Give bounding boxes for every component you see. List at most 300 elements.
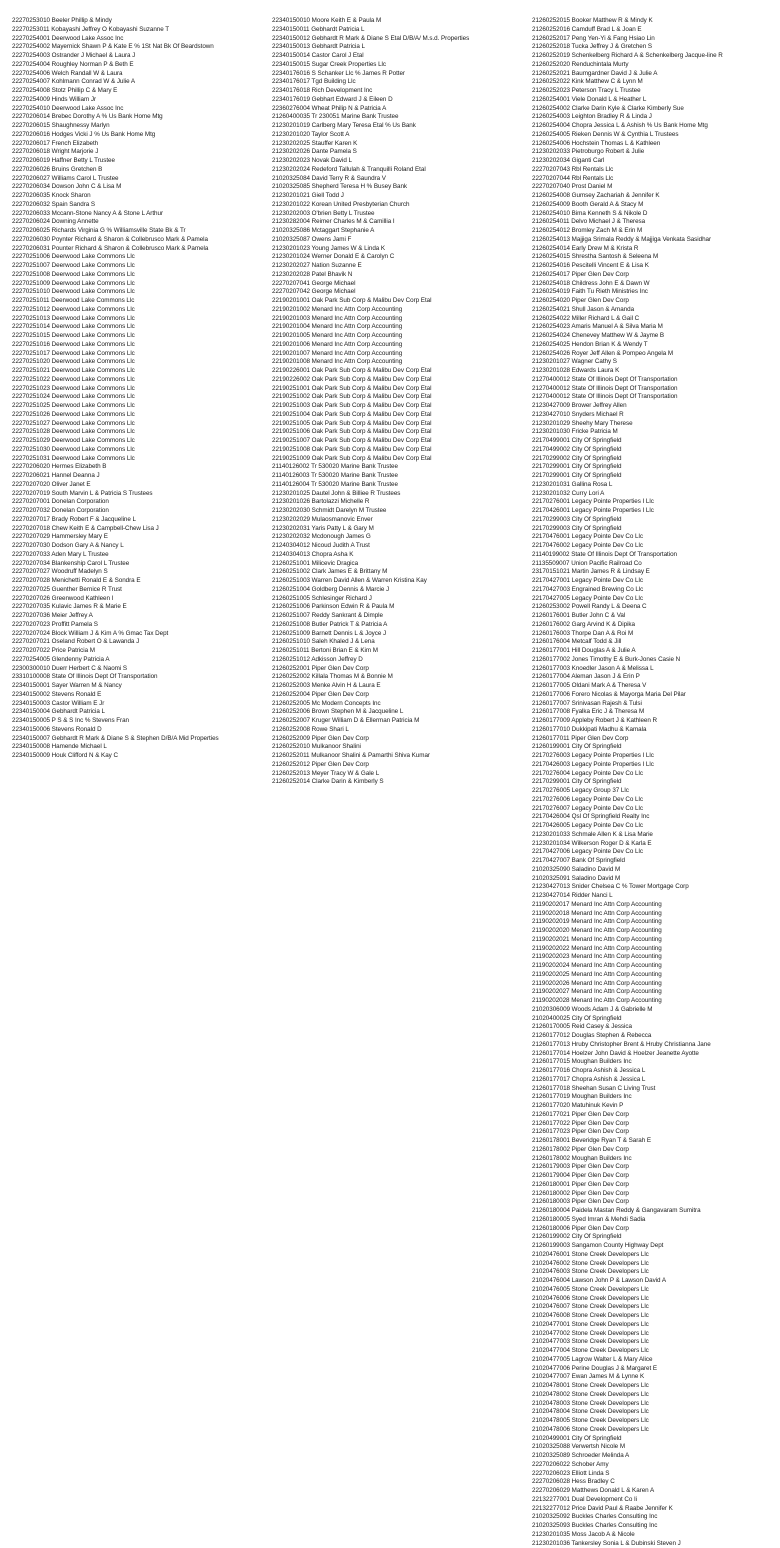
property-record: 21260178001 Beveridge Ryan T & Sarah E <box>532 1137 770 1146</box>
property-record: 22270251020 Deerwood Lake Commons Llc <box>12 358 264 367</box>
property-record: 22340150005 P S & S Inc % Stevens Fran <box>12 717 264 726</box>
property-record: 21260176002 Garg Arvind K & Dipika <box>532 621 770 630</box>
property-record: 22270253010 Beeler Phillip & Mindy <box>12 17 264 26</box>
property-record: 21260254024 Chenevey Matthew W & Jayme B <box>532 332 770 341</box>
property-record: 21230201019 Carlberg Mary Teresa Etal % Us Bank <box>272 122 520 131</box>
property-record: 21020325091 Saladino David M <box>532 875 770 884</box>
property-record: 21230201023 Young James W & Linda K <box>272 245 520 254</box>
property-record: 21260251008 Butler Patrick T & Patricia A <box>272 621 520 630</box>
property-record: 21260177020 Matuhinuk Kevin P <box>532 1102 770 1111</box>
property-record: 21020478005 Stone Creek Developers Llc <box>532 1417 770 1426</box>
property-record: 21260252001 Piper Glen Dev Corp <box>272 665 520 674</box>
property-record: 22270206028 Hess Bradley C <box>532 1478 770 1487</box>
property-record: 22270207023 Proffitt Pamela S <box>12 621 264 630</box>
property-record: 22270254010 Deerwood Lake Assoc Inc <box>12 105 264 114</box>
property-record: 21260254008 Gumsey Zachariah & Jennifer K <box>532 192 770 201</box>
property-record: 21230201025 Dautel John & Billiee R Trustees <box>272 490 520 499</box>
property-record: 21260251010 Saleh Khaled J & Lena <box>272 638 520 647</box>
property-record: 22190251003 Oak Park Sub Corp & Malibu Dev Corp Etal <box>272 402 520 411</box>
property-record: 21260252018 Tucka Jeffrey J & Gretchen S <box>532 43 770 52</box>
property-record: 22270251024 Deerwood Lake Commons Llc <box>12 393 264 402</box>
property-record: 21240304013 Chopra Asha K <box>272 551 520 560</box>
property-record: 21230202026 Dante Pamela S <box>272 148 520 157</box>
property-record: 21260251001 Milicevic Dragica <box>272 560 520 569</box>
property-record: 22340176017 Tgd Building Llc <box>272 78 520 87</box>
property-record: 21020477005 Lagrow Walter L & Mary Alice <box>532 1356 770 1365</box>
property-record: 21260254018 Childress John E & Dawn W <box>532 280 770 289</box>
property-record: 23310100008 State Of Illinois Dept Of Transportation <box>12 673 264 682</box>
property-record: 21230427009 Brower Jeffrey Allen <box>532 402 770 411</box>
property-record: 21260177008 Fyalka Eric J & Theresa M <box>532 708 770 717</box>
property-record: 22170427005 Legacy Pointe Dev Co Llc <box>532 595 770 604</box>
property-record: 21260251011 Bertoni Brian E & Kim M <box>272 647 520 656</box>
property-record: 22270206030 Poynter Richard & Sharon & Collebrusco Mark & Pamela <box>12 236 264 245</box>
property-record: 21020477004 Stone Creek Developers Llc <box>532 1347 770 1356</box>
property-record: 22190201001 Oak Park Sub Corp & Malibu Dev Corp Etal <box>272 297 520 306</box>
property-record: 22170276006 Legacy Pointe Dev Co Llc <box>532 796 770 805</box>
property-record: 22270251028 Deerwood Lake Commons Llc <box>12 428 264 437</box>
property-record: 22270207028 Menichetti Ronald E & Sondra E <box>12 577 264 586</box>
property-record: 22270251006 Deerwood Lake Commons Llc <box>12 253 264 262</box>
property-record: 21260176001 Butler John C & Val <box>532 612 770 621</box>
property-record: 21260254025 Hendon Brian K & Wendy T <box>532 341 770 350</box>
property-record: 21260252019 Schenkelberg Richard A & Schenkelberg Jacque-line R <box>532 52 770 61</box>
property-record: 22270207041 George Michael <box>272 280 520 289</box>
property-record: 22270251021 Deerwood Lake Commons Llc <box>12 367 264 376</box>
property-record: 21020325089 Schroeder Melinda A <box>532 1452 770 1461</box>
property-record: 22170276005 Legacy Group 37 Llc <box>532 787 770 796</box>
property-record: 22170299002 City Of Springfield <box>532 455 770 464</box>
property-record: 21260252015 Booker Matthew R & Mindy K <box>532 17 770 26</box>
property-record: 21260177021 Piper Glen Dev Corp <box>532 1111 770 1120</box>
property-record: 22170427006 Legacy Pointe Dev Co Llc <box>532 848 770 857</box>
property-record: 21020477006 Perine Douglas J & Margaret E <box>532 1365 770 1374</box>
property-record: 21190202025 Menard Inc Attn Corp Accounting <box>532 971 770 980</box>
property-record: 21190202026 Menard Inc Attn Corp Accounting <box>532 980 770 989</box>
property-record: 22270206014 Brebec Dorothy A % Us Bank Home Mtg <box>12 113 264 122</box>
property-record: 21260254006 Hochstein Thomas L & Kathleen <box>532 140 770 149</box>
property-record: 22270251031 Deerwood Lake Commons Llc <box>12 455 264 464</box>
property-record: 22190201002 Menard Inc Attn Corp Accounting <box>272 306 520 315</box>
property-record: 21260252008 Rowe Shari L <box>272 726 520 735</box>
property-record: 21230202033 Pietroburgo Robert & Julie <box>532 148 770 157</box>
property-record: 22170427003 Engrained Brewing Co Llc <box>532 586 770 595</box>
property-record: 22190201007 Menard Inc Attn Corp Accounting <box>272 350 520 359</box>
property-record: 21260252012 Piper Glen Dev Corp <box>272 761 520 770</box>
property-record: 21230201020 Taylor Scott A <box>272 131 520 140</box>
property-record: 21140126003 Tr 530020 Marine Bank Trustee <box>272 472 520 481</box>
property-record: 21230201036 Tankersley Sonia L & Dubinski Steven J <box>532 1540 770 1548</box>
property-record: 21190202018 Menard Inc Attn Corp Accounting <box>532 910 770 919</box>
property-record: 21260254012 Bromley Zach M & Erin M <box>532 227 770 236</box>
property-record: 21020325088 Verwertsh Nicole M <box>532 1443 770 1452</box>
property-record: 21260177007 Srinivasan Rajesh & Tulsi <box>532 700 770 709</box>
property-record: 21135509007 Union Pacific Railroad Co <box>532 560 770 569</box>
property-record: 21230201031 Gallina Rosa L <box>532 481 770 490</box>
property-record: 22170427001 Legacy Pointe Dev Co Llc <box>532 577 770 586</box>
property-record: 21190202027 Menard Inc Attn Corp Accounting <box>532 988 770 997</box>
property-record: 22340150012 Gebhardt R Mark & Diane S Etal D/B/A/ M.s.d. Properties <box>272 35 520 44</box>
property-record: 21260199002 City Of Springfield <box>532 1233 770 1242</box>
property-record: 21230202027 Nation Suzanne E <box>272 262 520 271</box>
property-record: 22270206035 Knock Sharon <box>12 192 264 201</box>
property-record: 21230201032 Curry Lori A <box>532 490 770 499</box>
property-record: 21230427010 Snyders Michael R <box>532 411 770 420</box>
property-record: 22190251004 Oak Park Sub Corp & Malibu Dev Corp Etal <box>272 411 520 420</box>
property-record: 21260252023 Peterson Tracy L Trustee <box>532 87 770 96</box>
property-record: 21260254013 Majjiga Srimala Reddy & Majjiga Venkata Sasidhar <box>532 236 770 245</box>
property-record: 22270206025 Richards Virginia G % Williamsville State Bk & Tr <box>12 227 264 236</box>
property-record: 21260177009 Appleby Robert J & Kathleen R <box>532 717 770 726</box>
property-record: 21260177019 Moughan Builders Inc <box>532 1093 770 1102</box>
property-record: 22270207020 Oliver Janet E <box>12 481 264 490</box>
property-record: 21260252016 Camduff Brad L & Joan E <box>532 26 770 35</box>
property-record: 21260252013 Meyer Tracy W & Gale L <box>272 770 520 779</box>
property-record: 21260177004 Aleman Jason J & Erin P <box>532 673 770 682</box>
property-record: 21240304012 Nicoud Judith A Trust <box>272 542 520 551</box>
property-record: 22170299001 City Of Springfield <box>532 463 770 472</box>
property-record: 22270251025 Deerwood Lake Commons Llc <box>12 402 264 411</box>
column-2 <box>272 17 520 787</box>
property-record: 22340150010 Moore Keith E & Paula M <box>272 17 520 26</box>
property-record: 21020477001 Stone Creek Developers Llc <box>532 1321 770 1330</box>
property-record: 22270207043 Rbl Rentals Llc <box>532 166 770 175</box>
property-record: 21270400012 State Of Illinois Dept Of Transportation <box>532 385 770 394</box>
property-record: 21020325085 Shepherd Teresa H % Busey Bank <box>272 183 520 192</box>
property-record: 21260177017 Chopra Ashish & Jessica L <box>532 1076 770 1085</box>
property-record: 22270254001 Deerwood Lake Assoc Inc <box>12 35 264 44</box>
property-record: 22270206032 Spain Sandra S <box>12 201 264 210</box>
property-record: 21260177002 Jones Timothy E & Burk-Jones Casie N <box>532 656 770 665</box>
property-record: 22170476001 Legacy Pointe Dev Co Llc <box>532 533 770 542</box>
property-record: 22190251005 Oak Park Sub Corp & Malibu Dev Corp Etal <box>272 420 520 429</box>
property-record: 22270207018 Chew Keith E & Campbell-Chew Lisa J <box>12 525 264 534</box>
property-record: 21260254026 Royer Jeff Allen & Pompeo Angela M <box>532 350 770 359</box>
property-record: 21260252020 Renduchintala Murty <box>532 61 770 70</box>
property-record: 21260254022 Miller Richard L & Gail C <box>532 315 770 324</box>
property-record: 22270251023 Deerwood Lake Commons Llc <box>12 385 264 394</box>
property-record: 21020476001 Stone Creek Developers Llc <box>532 1251 770 1260</box>
property-record: 22270207030 Dodson Gary A & Nancy L <box>12 542 264 551</box>
property-record: 21230201026 Bartolazzi Michelle R <box>272 498 520 507</box>
property-record: 21020476002 Stone Creek Developers Llc <box>532 1260 770 1269</box>
property-record: 21260254017 Piper Glen Dev Corp <box>532 271 770 280</box>
property-record: 21260177013 Hruby Christopher Brent & Hruby Christianna Jane <box>532 1041 770 1050</box>
property-record: 21260254021 Shull Jason & Amanda <box>532 306 770 315</box>
property-record: 21260251006 Parkinson Edwin R & Paula M <box>272 603 520 612</box>
property-record: 21260252014 Clarke Darin & Kimberly S <box>272 778 520 787</box>
property-record: 22270251012 Deerwood Lake Commons Llc <box>12 306 264 315</box>
property-record: 22270251027 Deerwood Lake Commons Llc <box>12 420 264 429</box>
property-record: 22270207027 Woodruff Madelyn S <box>12 568 264 577</box>
property-record: 22300300010 Duerr Herbert C & Naomi S <box>12 665 264 674</box>
property-record: 21260177023 Piper Glen Dev Corp <box>532 1128 770 1137</box>
property-record: 22170299001 City Of Springfield <box>532 472 770 481</box>
property-record: 21020476005 Stone Creek Developers Llc <box>532 1286 770 1295</box>
property-record: 21270400012 State Of Illinois Dept Of Transportation <box>532 376 770 385</box>
property-record: 21260252007 Kruger William D & Ellerman Patricia M <box>272 717 520 726</box>
property-record: 22270207019 South Marvin L & Patricia S Trustees <box>12 490 264 499</box>
property-record: 22270254005 Glendenny Patricia A <box>12 656 264 665</box>
property-record: 21260177001 Hill Douglas A & Julie A <box>532 647 770 656</box>
property-record: 22270207036 Meier Jeffrey A <box>12 612 264 621</box>
property-record: 21230202029 Mulaosmanovic Enver <box>272 516 520 525</box>
property-record: 21260252010 Mulkanoor Shalini <box>272 743 520 752</box>
property-record: 22170499001 City Of Springfield <box>532 437 770 446</box>
property-record: 21230202028 Patel Bhavik N <box>272 271 520 280</box>
property-record: 21260176004 Metcalf Todd & Jill <box>532 638 770 647</box>
property-record: 21140126004 Tr 530020 Marine Bank Trustee <box>272 481 520 490</box>
property-record: 21260254019 Faith Tu Rieth Ministries Inc <box>532 288 770 297</box>
property-record: 22170426004 Qsl Of Springfield Realty Inc <box>532 813 770 822</box>
property-record: 21260179004 Piper Glen Dev Corp <box>532 1172 770 1181</box>
property-record: 21260170005 Reid Casey & Jessica <box>532 1023 770 1032</box>
property-record: 21260254014 Early Drew M & Krista R <box>532 245 770 254</box>
property-record: 21260180004 Paidela Mastan Reddy & Gangavaram Sumitra <box>532 1207 770 1216</box>
property-record: 21020499001 City Of Springfield <box>532 1435 770 1444</box>
property-record: 22190201003 Menard Inc Attn Corp Accounting <box>272 315 520 324</box>
property-record: 21230201033 Schmale Allen K & Lisa Marie <box>532 831 770 840</box>
property-record: 22170299003 City Of Springfield <box>532 516 770 525</box>
property-record: 21020325086 Mctaggart Stephanie A <box>272 227 520 236</box>
property-record: 22190226001 Oak Park Sub Corp & Malibu Dev Corp Etal <box>272 367 520 376</box>
property-record: 21260177010 Dukkipati Madhu & Kamala <box>532 726 770 735</box>
property-record: 22190251001 Oak Park Sub Corp & Malibu Dev Corp Etal <box>272 385 520 394</box>
property-record: 22170276003 Legacy Pointe Properties I Llc <box>532 752 770 761</box>
property-record: 21260199001 City Of Springfield <box>532 743 770 752</box>
property-record: 21260254004 Chopra Jessica L & Ashish % Us Bank Home Mtg <box>532 122 770 131</box>
property-record: 21260254015 Shrestha Santosh & Seleena M <box>532 253 770 262</box>
property-record: 21260252002 Killala Thomas M & Bonnie M <box>272 673 520 682</box>
property-record: 21020325084 David Terry R & Saundra V <box>272 175 520 184</box>
property-record: 21230427013 Snider Chelsea C % Tower Mortgage Corp <box>532 883 770 892</box>
property-record: 22270207034 Blankenship Carol L Trustee <box>12 560 264 569</box>
property-record: 21020325092 Buckles Charles Consulting Inc <box>532 1513 770 1522</box>
property-record: 22190251008 Oak Park Sub Corp & Malibu Dev Corp Etal <box>272 446 520 455</box>
property-record: 21260252009 Piper Glen Dev Corp <box>272 735 520 744</box>
property-record: 21230201021 Giell Todd J <box>272 192 520 201</box>
property-record: 21190202028 Menard Inc Attn Corp Accounting <box>532 997 770 1006</box>
property-record: 22270254002 Mayernick Shawn P & Kate E % 1St Nat Bk Of Beardstown <box>12 43 264 52</box>
property-record: 21190202023 Menard Inc Attn Corp Accounting <box>532 953 770 962</box>
property-record: 22340150002 Stevens Ronald E <box>12 691 264 700</box>
property-record: 21260251005 Schlesinger Richard J <box>272 595 520 604</box>
property-record: 22270207001 Donelan Corporation <box>12 498 264 507</box>
property-record: 21230202032 Mcdonough James G <box>272 533 520 542</box>
property-record: 22270207035 Kulavic James R & Marie E <box>12 603 264 612</box>
property-record: 21260251009 Barnett Dennis L & Joyce J <box>272 630 520 639</box>
property-record: 22270207029 Hammersley Mary E <box>12 533 264 542</box>
property-record: 22360276004 Wheat Philip N & Patricia A <box>272 105 520 114</box>
property-record: 21190202020 Menard Inc Attn Corp Accounting <box>532 927 770 936</box>
property-record: 21270400012 State Of Illinois Dept Of Transportation <box>532 393 770 402</box>
property-record: 22270251015 Deerwood Lake Commons Llc <box>12 332 264 341</box>
property-record: 22170476002 Legacy Pointe Dev Co Llc <box>532 542 770 551</box>
property-record: 21230201030 Fricke Patricia M <box>532 428 770 437</box>
property-record: 22340150014 Castor Carol J Etal <box>272 52 520 61</box>
property-record: 21260254009 Booth Gerald A & Stacy M <box>532 201 770 210</box>
property-record: 21260177006 Forero Nicolas & Mayorga Maria Del Pilar <box>532 691 770 700</box>
property-record: 21020476003 Stone Creek Developers Llc <box>532 1268 770 1277</box>
property-record: 22270207026 Greenwood Kathleen I <box>12 595 264 604</box>
property-record: 21190202024 Menard Inc Attn Corp Accounting <box>532 962 770 971</box>
property-record: 21020476007 Stone Creek Developers Llc <box>532 1303 770 1312</box>
property-record: 22170426001 Legacy Pointe Properties I Llc <box>532 507 770 516</box>
property-record: 22340150009 Houk Clifford N & Kay C <box>12 752 264 761</box>
property-record: 22340150004 Gebhardt Patricia L <box>12 708 264 717</box>
property-record: 22270254004 Roughley Norman P & Beth E <box>12 61 264 70</box>
property-record: 22270254007 Kohlmann Conrad W & Julie A <box>12 78 264 87</box>
property-record: 21020325090 Saladino David M <box>532 866 770 875</box>
property-record: 21230282004 Reimer Charles M & Camillia I <box>272 218 520 227</box>
property-record: 22270207021 Oseland Robert O & Lawanda J <box>12 638 264 647</box>
property-record: 22340176019 Gebhart Edward J & Eileen D <box>272 96 520 105</box>
property-record: 21260251012 Adkisson Jeffrey D <box>272 656 520 665</box>
property-record: 21020476004 Lawson John P & Lawson David A <box>532 1277 770 1286</box>
property-record: 21260177015 Moughan Builders Inc <box>532 1058 770 1067</box>
property-record: 21020477007 Ewan James M & Lynne K <box>532 1373 770 1382</box>
property-record: 21230202031 Yaris Patty L & Gary M <box>272 525 520 534</box>
property-record: 21190202021 Menard Inc Attn Corp Accounting <box>532 936 770 945</box>
property-record: 22340150006 Stevens Ronald D <box>12 726 264 735</box>
property-record: 21260199003 Sangamon County Highway Dept <box>532 1242 770 1251</box>
property-record: 22270251030 Deerwood Lake Commons Llc <box>12 446 264 455</box>
property-record: 22270251007 Deerwood Lake Commons Llc <box>12 262 264 271</box>
property-record: 21020400025 City Of Springfield <box>532 1015 770 1024</box>
property-record: 22270251014 Deerwood Lake Commons Llc <box>12 323 264 332</box>
property-record: 21260177003 Knoedler Jason A & Melissa L <box>532 665 770 674</box>
property-record: 22270254009 Hinds William Jr <box>12 96 264 105</box>
property-record: 21260253002 Powell Randy L & Deena C <box>532 603 770 612</box>
property-record: 21020476008 Stone Creek Developers Llc <box>532 1312 770 1321</box>
property-record: 21230201027 Wagner Cathy S <box>532 358 770 367</box>
property-record: 22270206019 Haffner Betty L Trustee <box>12 157 264 166</box>
property-record: 21230201029 Sheehy Mary Therese <box>532 420 770 429</box>
property-record: 22190251007 Oak Park Sub Corp & Malibu Dev Corp Etal <box>272 437 520 446</box>
property-record: 22340176018 Rich Development Inc <box>272 87 520 96</box>
property-record: 21190202017 Menard Inc Attn Corp Accounting <box>532 901 770 910</box>
property-record: 21230202003 O'brien Betty L Trustee <box>272 210 520 219</box>
property-record: 21260180006 Piper Glen Dev Corp <box>532 1225 770 1234</box>
property-record: 22190251009 Oak Park Sub Corp & Malibu Dev Corp Etal <box>272 455 520 464</box>
property-record: 22270251008 Deerwood Lake Commons Llc <box>12 271 264 280</box>
property-record: 22270206017 French Elizabeth <box>12 140 264 149</box>
property-record: 21260177018 Sheehan Susan C Living Trust <box>532 1085 770 1094</box>
property-record: 22170299001 City Of Springfield <box>532 778 770 787</box>
property-record: 23170151021 Martin James R & Lindsay E <box>532 568 770 577</box>
property-record: 22270207042 George Michael <box>272 288 520 297</box>
property-record: 22270207040 Prost Daniel M <box>532 183 770 192</box>
property-record: 22170276001 Legacy Pointe Properties I Llc <box>532 498 770 507</box>
property-record: 21140126002 Tr 530020 Marine Bank Trustee <box>272 463 520 472</box>
property-record: 21260252004 Piper Glen Dev Corp <box>272 691 520 700</box>
property-record: 21260177005 Oldani Mark A & Theresa V <box>532 682 770 691</box>
property-record: 22270254003 Ostrander J Michael & Laura J <box>12 52 264 61</box>
property-record: 21020325093 Buckles Charles Consulting Inc <box>532 1522 770 1531</box>
property-record: 22270206033 Mccann-Stone Nancy A & Stone L Arthur <box>12 210 264 219</box>
property-record: 22270206034 Dowson John C & Lisa M <box>12 183 264 192</box>
property-record: 22270207022 Price Patricia M <box>12 647 264 656</box>
property-record: 21230201028 Edwards Laura K <box>532 367 770 376</box>
property-record: 21260252011 Mulkanoor Shalini & Pamarthi Shiva Kumar <box>272 752 520 761</box>
property-record: 22190201005 Menard Inc Attn Corp Accounting <box>272 332 520 341</box>
property-record: 22270206026 Bruins Gretchen B <box>12 166 264 175</box>
property-record: 22270251016 Deerwood Lake Commons Llc <box>12 341 264 350</box>
property-record: 22270251009 Deerwood Lake Commons Llc <box>12 280 264 289</box>
property-record: 22190226002 Oak Park Sub Corp & Malibu Dev Corp Etal <box>272 376 520 385</box>
property-record: 21260180001 Piper Glen Dev Corp <box>532 1181 770 1190</box>
property-record: 21260177016 Chopra Ashish & Jessica L <box>532 1067 770 1076</box>
property-record: 21020478002 Stone Creek Developers Llc <box>532 1391 770 1400</box>
property-record: 21020478006 Stone Creek Developers Llc <box>532 1426 770 1435</box>
property-record: 22270251026 Deerwood Lake Commons Llc <box>12 411 264 420</box>
property-record: 21260179003 Piper Glen Dev Corp <box>532 1163 770 1172</box>
property-record: 22170426003 Legacy Pointe Properties I Llc <box>532 761 770 770</box>
property-record: 22190251002 Oak Park Sub Corp & Malibu Dev Corp Etal <box>272 393 520 402</box>
property-record: 21260251002 Clark James E & Brittany M <box>272 568 520 577</box>
property-record: 22190201006 Menard Inc Attn Corp Accounting <box>272 341 520 350</box>
property-record: 21260178002 Piper Glen Dev Corp <box>532 1146 770 1155</box>
property-record: 22270207025 Guenther Bernice R Trust <box>12 586 264 595</box>
property-record: 21020478004 Stone Creek Developers Llc <box>532 1408 770 1417</box>
property-record: 21260254001 Viele Donald L & Heather L <box>532 96 770 105</box>
property-record: 21230201024 Werner Donald E & Carolyn C <box>272 253 520 262</box>
property-record: 21260254005 Rieken Dennis W & Cynthia L Trustees <box>532 131 770 140</box>
property-record: 22190201008 Menard Inc Attn Corp Accounting <box>272 358 520 367</box>
property-record: 22190251006 Oak Park Sub Corp & Malibu Dev Corp Etal <box>272 428 520 437</box>
property-record: 21260400035 Tr 230051 Marine Bank Trustee <box>272 113 520 122</box>
property-record: 22270206023 Elliott Linda S <box>532 1470 770 1479</box>
property-record: 22270251022 Deerwood Lake Commons Llc <box>12 376 264 385</box>
column-3 <box>532 17 770 1548</box>
property-record: 21230202030 Schmidt Darelyn M Trustee <box>272 507 520 516</box>
property-record: 21020478003 Stone Creek Developers Llc <box>532 1400 770 1409</box>
property-record: 21260254016 Pescitelli Vincent E & Lisa K <box>532 262 770 271</box>
property-record: 21020306009 Woods Adam J & Gabrielle M <box>532 1006 770 1015</box>
property-record: 22270251029 Deerwood Lake Commons Llc <box>12 437 264 446</box>
property-record: 21260180005 Syed Imran & Mehdi Sadia <box>532 1216 770 1225</box>
property-record: 22270207024 Block William J & Kim A % Gmac Tax Dept <box>12 630 264 639</box>
property-record: 22270207017 Brady Robert F & Jacqueline L <box>12 516 264 525</box>
property-record: 21190202022 Menard Inc Attn Corp Accounting <box>532 945 770 954</box>
property-record: 21230202034 Giganti Carl <box>532 157 770 166</box>
property-record: 21020478001 Stone Creek Developers Llc <box>532 1382 770 1391</box>
property-record: 21260254011 Delvo Michael J & Theresa <box>532 218 770 227</box>
property-record: 21020477002 Stone Creek Developers Llc <box>532 1330 770 1339</box>
property-record: 22170276004 Legacy Pointe Dev Co Llc <box>532 770 770 779</box>
property-record: 21140199002 State Of Illinois Dept Of Transportation <box>532 551 770 560</box>
property-record: 22270206016 Hodges Vicki J % Us Bank Home Mtg <box>12 131 264 140</box>
property-record: 21020325087 Owens Jami F <box>272 236 520 245</box>
property-record: 21260177022 Piper Glen Dev Corp <box>532 1120 770 1129</box>
property-record: 21020477003 Stone Creek Developers Llc <box>532 1338 770 1347</box>
property-record: 22190201004 Menard Inc Attn Corp Accounting <box>272 323 520 332</box>
property-record: 21230201022 Korean United Presbyterian Church <box>272 201 520 210</box>
property-record: 22270206029 Matthews Donald L & Karen A <box>532 1487 770 1496</box>
property-record: 21260177014 Hoelzer John David & Hoelzer Jeanette Ayotte <box>532 1050 770 1059</box>
property-record: 22340150013 Gebhardt Patricia L <box>272 43 520 52</box>
property-record: 21230202025 Stauffer Karen K <box>272 140 520 149</box>
property-record: 22270206024 Downing Annette <box>12 218 264 227</box>
property-record: 22270206018 Wright Marjorie J <box>12 148 264 157</box>
property-record: 21260252006 Brown Stephen M & Jacqueline L <box>272 708 520 717</box>
property-record: 22270206021 Hannel Deanna J <box>12 472 264 481</box>
property-record: 22132277012 Price David Paul & Raabe Jennifer K <box>532 1505 770 1514</box>
property-record: 21260178002 Moughan Builders Inc <box>532 1155 770 1164</box>
property-record: 21230202024 Redeford Tallulah & Tranquilli Roland Etal <box>272 166 520 175</box>
property-record: 21260251004 Goldberg Dennis & Marcie J <box>272 586 520 595</box>
property-record: 21260252003 Menke Alvin H & Laura E <box>272 682 520 691</box>
